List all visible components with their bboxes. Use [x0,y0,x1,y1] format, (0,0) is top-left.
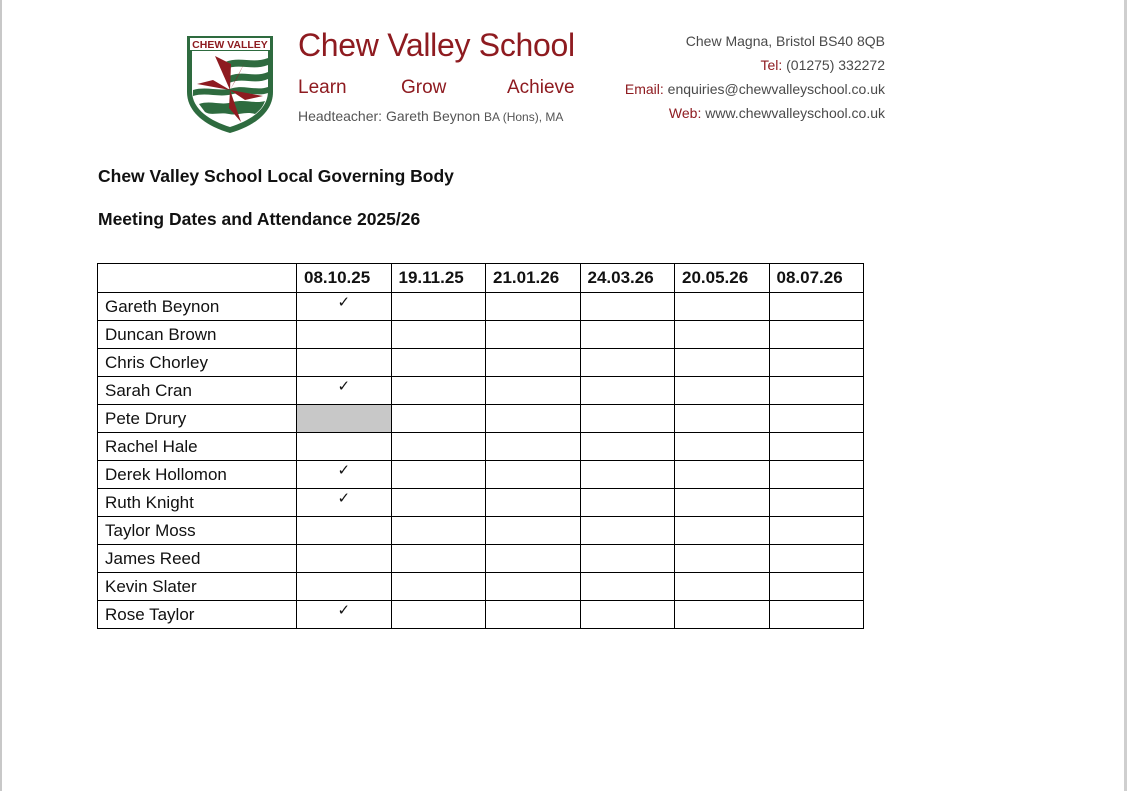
table-row [98,517,864,545]
table-row [98,545,864,573]
crest-text: CHEW VALLEY [192,39,268,51]
attendance-cell-present: ✓ [297,601,392,629]
attendance-cell [391,433,486,461]
attendance-cell [580,601,675,629]
date-header-cell: 08.10.25 [297,264,392,293]
governor-name-cell: Rose Taylor [98,601,297,629]
web-link[interactable]: www.chewvalleyschool.co.uk [705,105,885,121]
attendance-cell [769,461,864,489]
governor-name-cell: Chris Chorley [98,349,297,377]
attendance-cell [580,321,675,349]
governor-name-cell: Pete Drury [98,405,297,433]
table-row [98,573,864,601]
attendance-cell [486,321,581,349]
table-row [98,461,864,489]
governor-name-cell: Taylor Moss [98,517,297,545]
attendance-cell [769,405,864,433]
attendance-cell [486,405,581,433]
date-header-cell: 21.01.26 [486,264,581,293]
attendance-cell [769,545,864,573]
motto-grow: Grow [401,77,447,98]
attendance-cell [580,489,675,517]
email-label: Email: [624,81,664,97]
table-row [98,601,864,629]
attendance-cell [391,489,486,517]
attendance-cell [675,573,770,601]
attendance-cell [769,573,864,601]
headteacher-qualifications: BA (Hons), MA [484,110,564,124]
attendance-cell [486,517,581,545]
attendance-cell [675,517,770,545]
attendance-cell [675,461,770,489]
attendance-cell [580,461,675,489]
date-header-cell: 20.05.26 [675,264,770,293]
table-row [98,293,864,321]
attendance-cell [580,293,675,321]
attendance-cell [391,321,486,349]
motto-learn: Learn [298,77,347,98]
motto-achieve: Achieve [507,77,575,98]
attendance-cell [297,573,392,601]
web-line [669,105,885,121]
attendance-cell-present: ✓ [297,377,392,405]
attendance-cell [297,545,392,573]
table-row [98,489,864,517]
tel-label: Tel: [760,57,783,73]
table-row [98,321,864,349]
date-header-cell: 08.07.26 [769,264,864,293]
table-header-row [98,264,864,293]
attendance-cell [675,293,770,321]
document-title: Chew Valley School Local Governing Body [98,166,454,186]
governor-name-cell: Gareth Beynon [98,293,297,321]
attendance-cell [769,377,864,405]
attendance-cell [486,545,581,573]
telephone-line [760,57,885,73]
attendance-cell [675,489,770,517]
school-name: Chew Valley School [298,27,575,63]
attendance-cell [769,293,864,321]
attendance-cell [580,545,675,573]
attendance-cell [580,573,675,601]
attendance-cell-present: ✓ [297,489,392,517]
attendance-cell [391,573,486,601]
attendance-table [97,263,864,629]
governor-name-cell: Duncan Brown [98,321,297,349]
attendance-cell [391,461,486,489]
attendance-cell [675,405,770,433]
attendance-cell [769,601,864,629]
attendance-cell [297,349,392,377]
attendance-cell [675,433,770,461]
attendance-cell [486,349,581,377]
attendance-cell [486,293,581,321]
attendance-cell [769,489,864,517]
date-header-cell: 19.11.25 [391,264,486,293]
headteacher-name: Headteacher: Gareth Beynon [298,108,481,124]
web-label: Web: [668,105,702,121]
attendance-cell [391,405,486,433]
attendance-cell [391,377,486,405]
table-row [98,433,864,461]
email-line [625,81,885,97]
table-row [98,377,864,405]
attendance-cell-present: ✓ [297,293,392,321]
document-subtitle: Meeting Dates and Attendance 2025/26 [98,209,421,229]
governor-name-cell: Kevin Slater [98,573,297,601]
attendance-cell [580,349,675,377]
attendance-cell [675,377,770,405]
attendance-cell-present: ✓ [297,461,392,489]
corner-header-cell [98,264,297,293]
governor-name-cell: Rachel Hale [98,433,297,461]
attendance-cell [675,545,770,573]
attendance-cell [486,489,581,517]
attendance-cell [391,293,486,321]
page-edge-left [0,0,2,791]
attendance-cell [769,321,864,349]
attendance-cell-not-applicable [297,405,392,433]
attendance-cell [769,433,864,461]
attendance-cell [391,349,486,377]
attendance-cell [297,321,392,349]
governor-name-cell: Ruth Knight [98,489,297,517]
attendance-cell [486,433,581,461]
date-header-cell: 24.03.26 [580,264,675,293]
headteacher-line [298,108,563,124]
tel-value: (01275) 332272 [786,57,885,73]
school-crest-logo [185,34,275,134]
attendance-cell [297,517,392,545]
governor-name-cell: Derek Hollomon [98,461,297,489]
governor-name-cell: Sarah Cran [98,377,297,405]
attendance-cell [675,601,770,629]
attendance-cell [391,517,486,545]
attendance-cell [297,433,392,461]
table-row [98,405,864,433]
attendance-cell [675,349,770,377]
attendance-cell [580,405,675,433]
attendance-cell [580,377,675,405]
governor-name-cell: James Reed [98,545,297,573]
attendance-cell [391,545,486,573]
attendance-cell [769,349,864,377]
attendance-cell [486,377,581,405]
attendance-cell [769,517,864,545]
attendance-cell [580,517,675,545]
email-link[interactable]: enquiries@chewvalleyschool.co.uk [667,81,885,97]
attendance-cell [675,321,770,349]
school-address: Chew Magna, Bristol BS40 8QB [685,33,885,49]
attendance-cell [391,601,486,629]
table-row [98,349,864,377]
attendance-cell [486,461,581,489]
attendance-cell [486,601,581,629]
attendance-cell [486,573,581,601]
attendance-cell [580,433,675,461]
